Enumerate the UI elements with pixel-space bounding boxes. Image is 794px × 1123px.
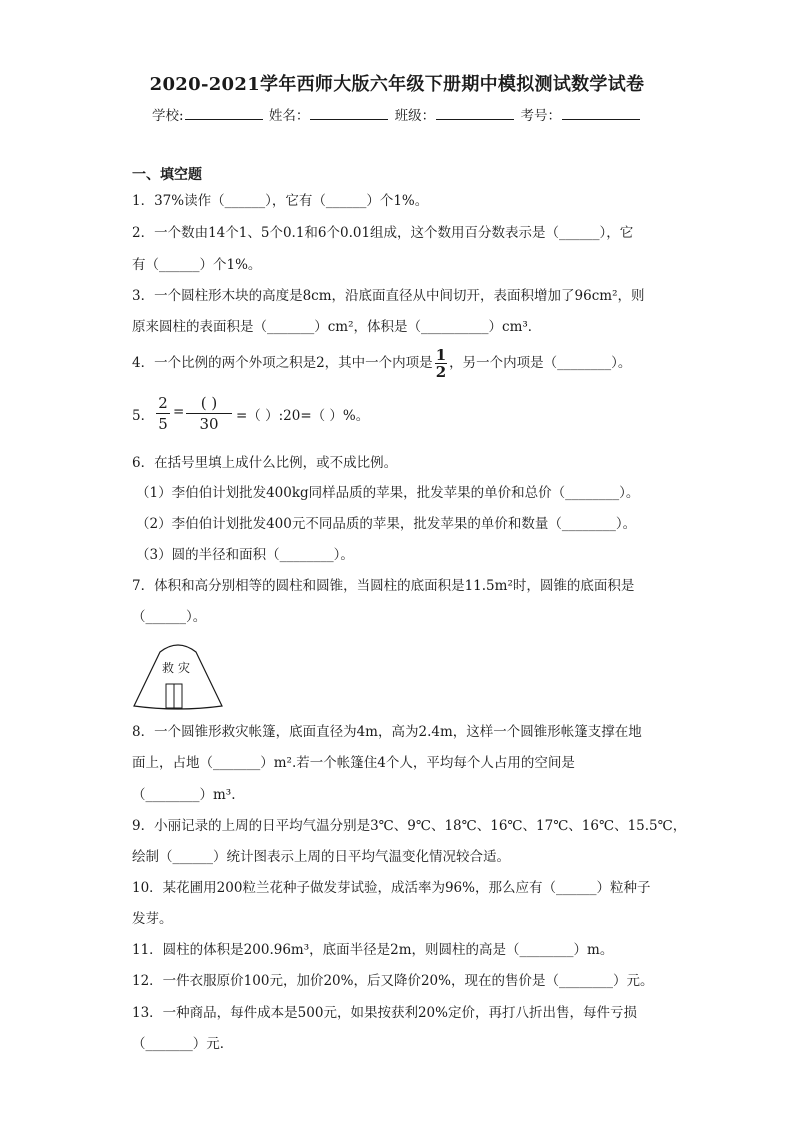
cone-tent-outline [134, 645, 222, 709]
question-4-text-after: ，另一个内项是（________）。 [449, 355, 632, 371]
question-5-rest: =（ ）:20=（ ）%。 [236, 408, 370, 424]
question-3-line-2: 原来圆柱的表面积是（_______）cm²，体积是（__________）cm³． [132, 319, 542, 335]
question-4-fraction [435, 347, 447, 380]
fraction-numerator-blank[interactable]: ( ) [186, 393, 232, 414]
question-6-part-3: （3）圆的半径和面积（________）。 [136, 547, 354, 563]
question-6-part-1: （1）李伯伯计划批发400kg同样品质的苹果，批发苹果的单价和总价（________）。 [136, 485, 640, 501]
question-2-line-1: 2．一个数由14个1、5个0.1和6个0.01组成，这个数用百分数表示是（______），它 [132, 225, 634, 241]
question-11: 11．圆柱的体积是200.96m³，底面半径是2m，则圆柱的高是（________）m。 [132, 942, 614, 958]
name-blank[interactable] [310, 107, 388, 120]
question-3-line-1: 3．一个圆柱形木块的高度是8cm，沿底面直径从中间切开，表面积增加了96cm²，则 [132, 288, 645, 304]
question-9-line-1: 9．小丽记录的上周的日平均气温分别是3℃、9℃、18℃、16℃、17℃、16℃、15.5℃， [132, 818, 687, 834]
question-13-line-2: （_______）元． [132, 1036, 234, 1052]
question-5-fraction-2[interactable] [186, 393, 232, 434]
school-label: 学校: [152, 108, 184, 124]
question-5-fraction-1 [156, 393, 170, 434]
tent-illustration [130, 634, 226, 710]
section-heading: 一、填空题 [132, 167, 202, 183]
school-blank[interactable] [185, 107, 263, 120]
equals-sign: = [173, 404, 185, 420]
question-13-line-1: 13．一种商品，每件成本是500元，如果按获利20%定价，再打八折出售，每件亏损 [132, 1005, 637, 1021]
question-8-line-3: （________）m³. [132, 787, 236, 803]
question-8-line-1: 8．一个圆锥形救灾帐篷，底面直径为4m，高为2.4m，这样一个圆锥形帐篷支撑在地 [132, 724, 642, 740]
question-12: 12．一件衣服原价100元，加价20%，后又降价20%，现在的售价是（________）元。 [132, 973, 654, 989]
fraction-denominator: 5 [158, 415, 168, 433]
question-5-label: 5． [132, 408, 155, 424]
fraction-numerator: 2 [156, 393, 170, 414]
fraction-denominator: 2 [435, 363, 447, 381]
question-2-line-2: 有（______）个1%。 [132, 257, 262, 273]
question-4 [132, 346, 631, 380]
question-6-part-2: （2）李伯伯计划批发400元不同品质的苹果，批发苹果的单价和数量（________）。 [136, 516, 637, 532]
question-9-line-2: 绘制（______）统计图表示上周的日平均气温变化情况较合适。 [132, 849, 510, 865]
question-1: 1．37%读作（______），它有（______）个1%。 [132, 193, 429, 209]
name-label: 姓名： [268, 108, 310, 124]
exam-title: 2020-2021学年西师大版六年级下册期中模拟测试数学试卷 [149, 74, 645, 95]
question-10-line-1: 10．某花圃用200粒兰花种子做发芽试验，成活率为96%，那么应有（______）粒种子 [132, 880, 651, 896]
class-blank[interactable] [436, 107, 514, 120]
exam-number-label: 考号： [520, 108, 561, 124]
question-4-text-before: 4．一个比例的两个外项之积是2，其中一个内项是 [132, 355, 433, 371]
fraction-denominator: 30 [199, 415, 219, 433]
exam-number-blank[interactable] [562, 107, 640, 120]
student-info-row [0, 104, 794, 124]
question-6: 6．在括号里填上成什么比例，或不成比例。 [132, 455, 398, 471]
fraction-numerator: 1 [435, 346, 447, 364]
question-7-line-1: 7．体积和高分别相等的圆柱和圆锥，当圆柱的底面积是11.5m²时，圆锥的底面积是 [132, 578, 635, 594]
question-7-line-2: （______）。 [132, 609, 207, 625]
question-10-line-2: 发芽。 [132, 911, 173, 927]
class-label: 班级： [394, 108, 436, 124]
tent-label: 救灾 [161, 661, 195, 675]
question-8-line-2: 面上，占地（_______）m².若一个帐篷住4个人，平均每个人占用的空间是 [132, 755, 575, 771]
